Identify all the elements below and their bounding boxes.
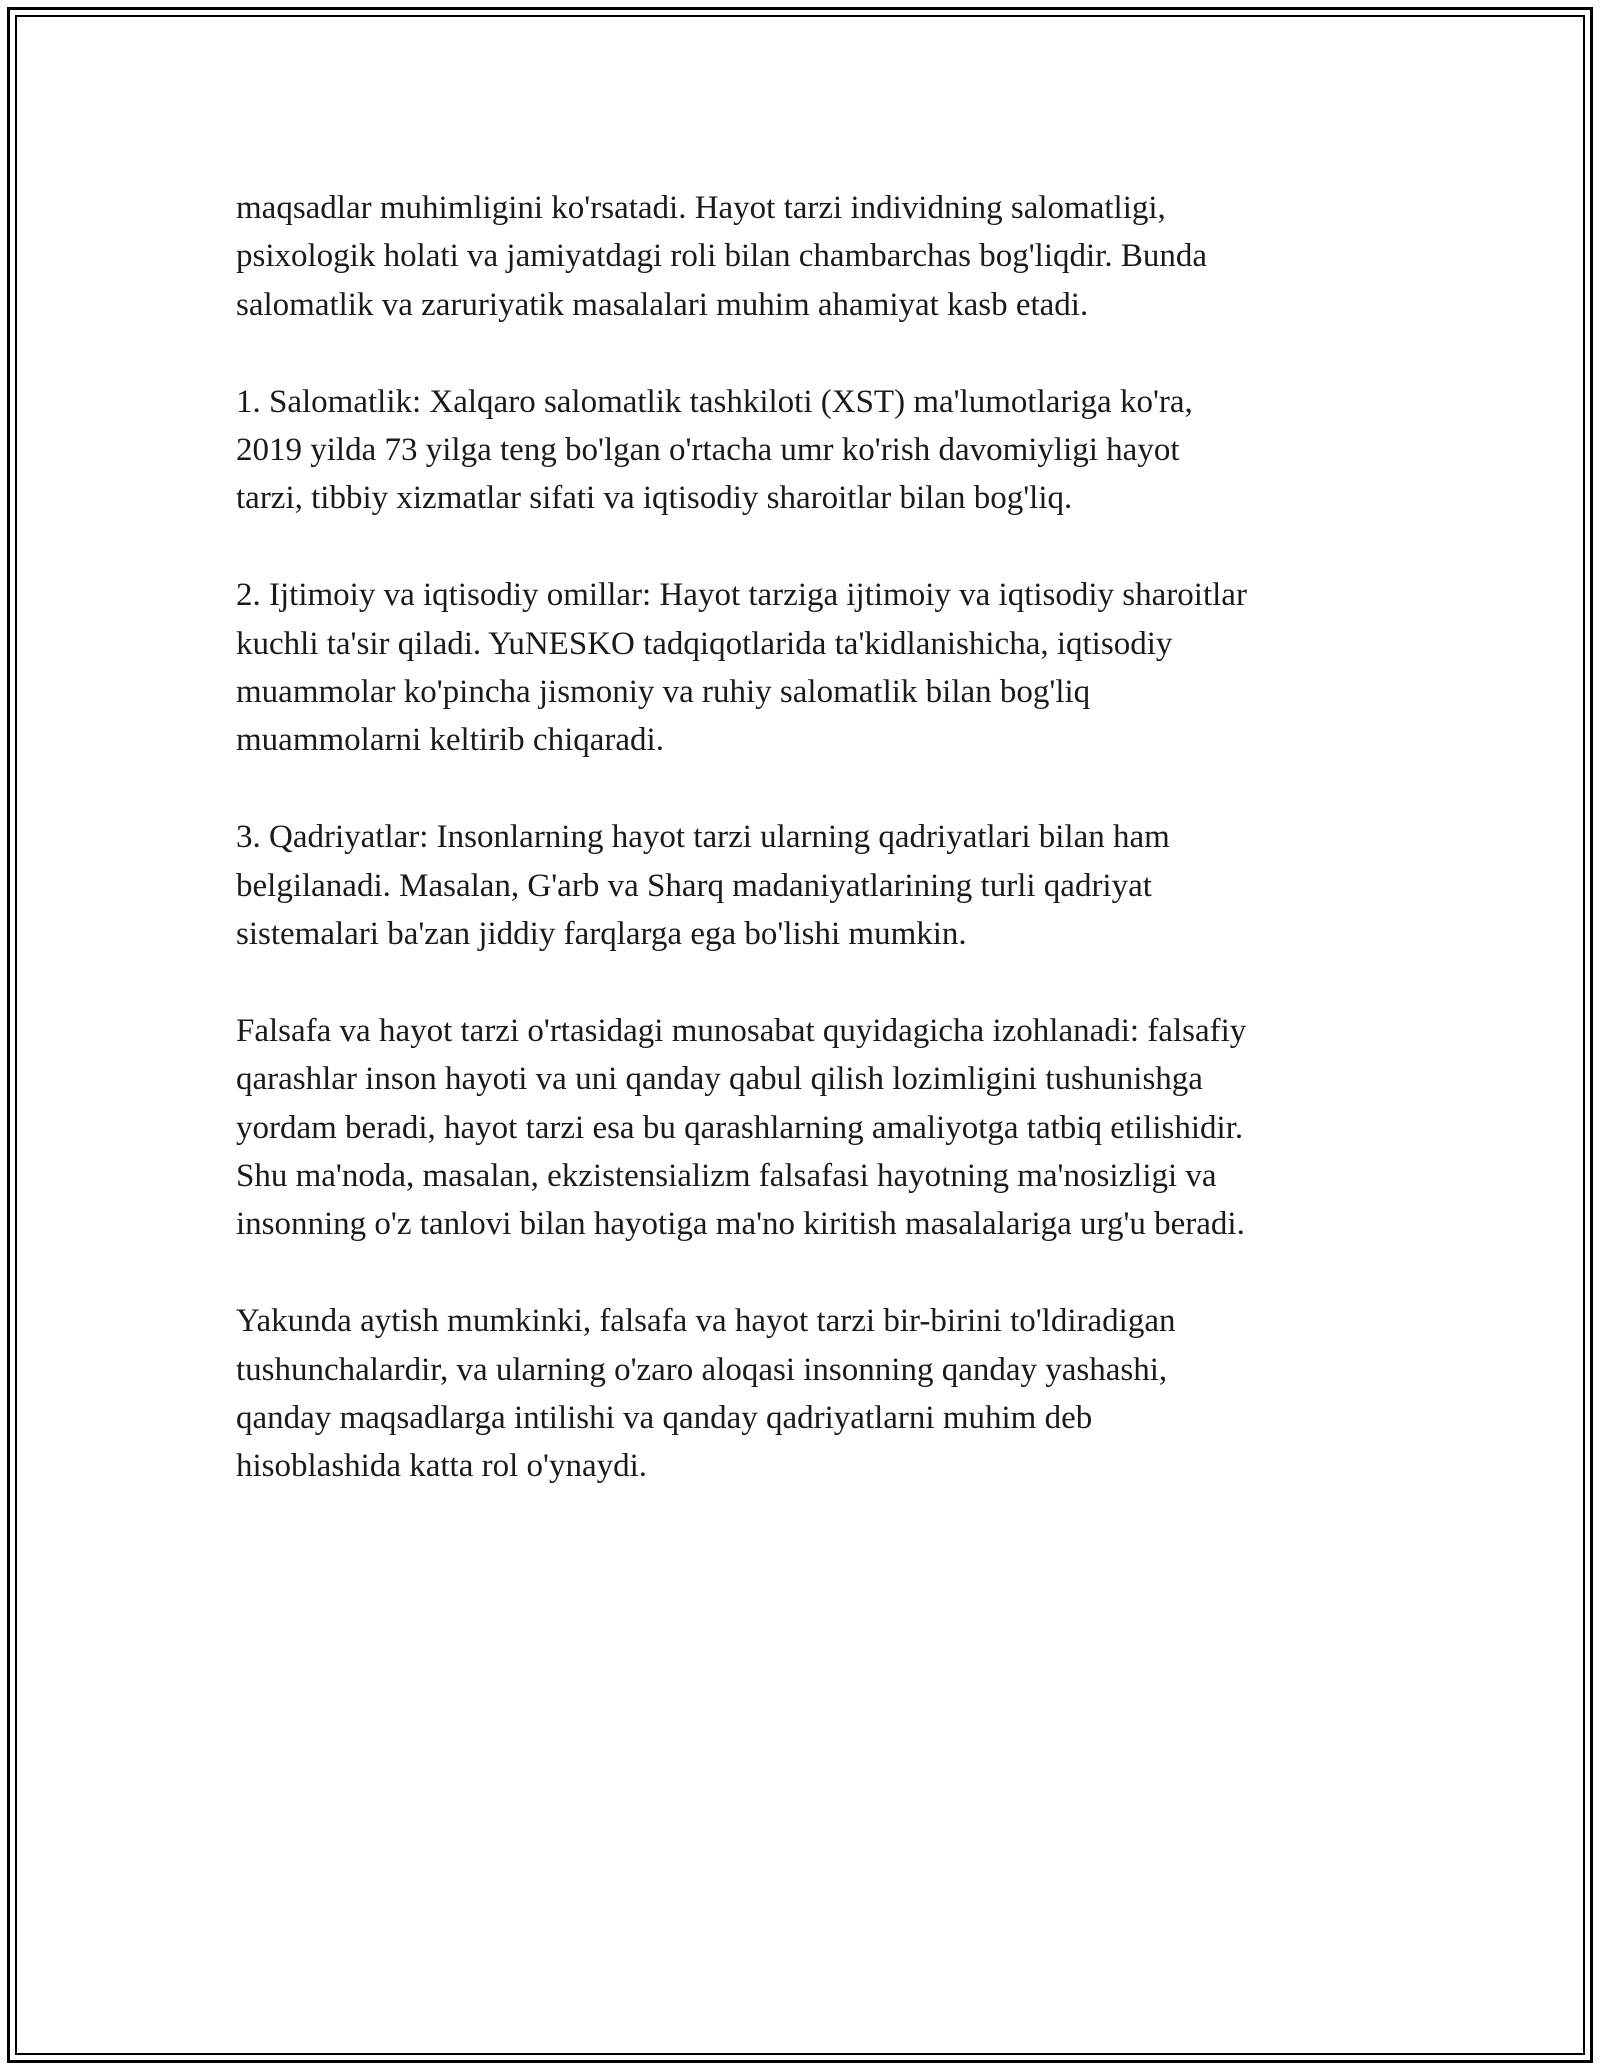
- paragraph-intro-continuation: maqsadlar muhimligini ko'rsatadi. Hayot tarzi individning salomatligi, psixologik holati va jamiyatdagi roli bilan chambarchas bog'liqdir. Bunda salomatlik va zaruriyatik masalalari muhim ahamiyat kasb etadi.: [236, 190, 1208, 323]
- paragraph-xulosa: Yakunda aytish mumkinki, falsafa va hayot tarzi bir-birini to'ldiradigan tushunchalardir, va ularning o'zaro aloqasi insonning qanday yashashi, qanday maqsadlarga intilishi va qanday qadriyatlarni muhim deb hisoblashida katta rol o'ynaydi.: [236, 1303, 1176, 1485]
- paragraph-ijtimoiy-omillar: 2. Ijtimoiy va iqtisodiy omillar: Hayot tarziga ijtimoiy va iqtisodiy sharoitlar kuchli ta'sir qiladi. YuNESKO tadqiqotlarida ta'kidlanishicha, iqtisodiy muammolar ko'pincha jismoniy va ruhiy salomatlik bilan bog'liq muammolarni keltirib chiqaradi.: [236, 577, 1247, 759]
- paragraph-salomatlik: 1. Salomatlik: Xalqaro salomatlik tashkiloti (XST) ma'lumotlariga ko'ra, 2019 yilda 73 yilga teng bo'lgan o'rtacha umr ko'rish davomiyligi hayot tarzi, tibbiy xizmatlar sifati va iqtisodiy sharoitlar bilan bog'liq.: [236, 383, 1193, 517]
- document-body: [236, 184, 1376, 1539]
- paragraph-falsafa-munosabat: Falsafa va hayot tarzi o'rtasidagi munosabat quyidagicha izohlanadi: falsafiy qarashlar inson hayoti va uni qanday qabul qilish lozimligini tushunishga yordam beradi, hayot tarzi esa bu qarashlarning amaliyotga tatbiq etilishidir. Shu ma'noda, masalan, ekzistensializm falsafasi hayotning ma'nosizligi va insonning o'z tanlovi bilan hayotiga ma'no kiritish masalalariga urg'u beradi.: [236, 1012, 1247, 1243]
- paragraph-qadriyatlar: 3. Qadriyatlar: Insonlarning hayot tarzi ularning qadriyatlari bilan ham belgilanadi. Masalan, G'arb va Sharq madaniyatlarining turli qadriyat sistemalari ba'zan jiddiy farqlarga ega bo'lishi mumkin.: [236, 819, 1170, 953]
